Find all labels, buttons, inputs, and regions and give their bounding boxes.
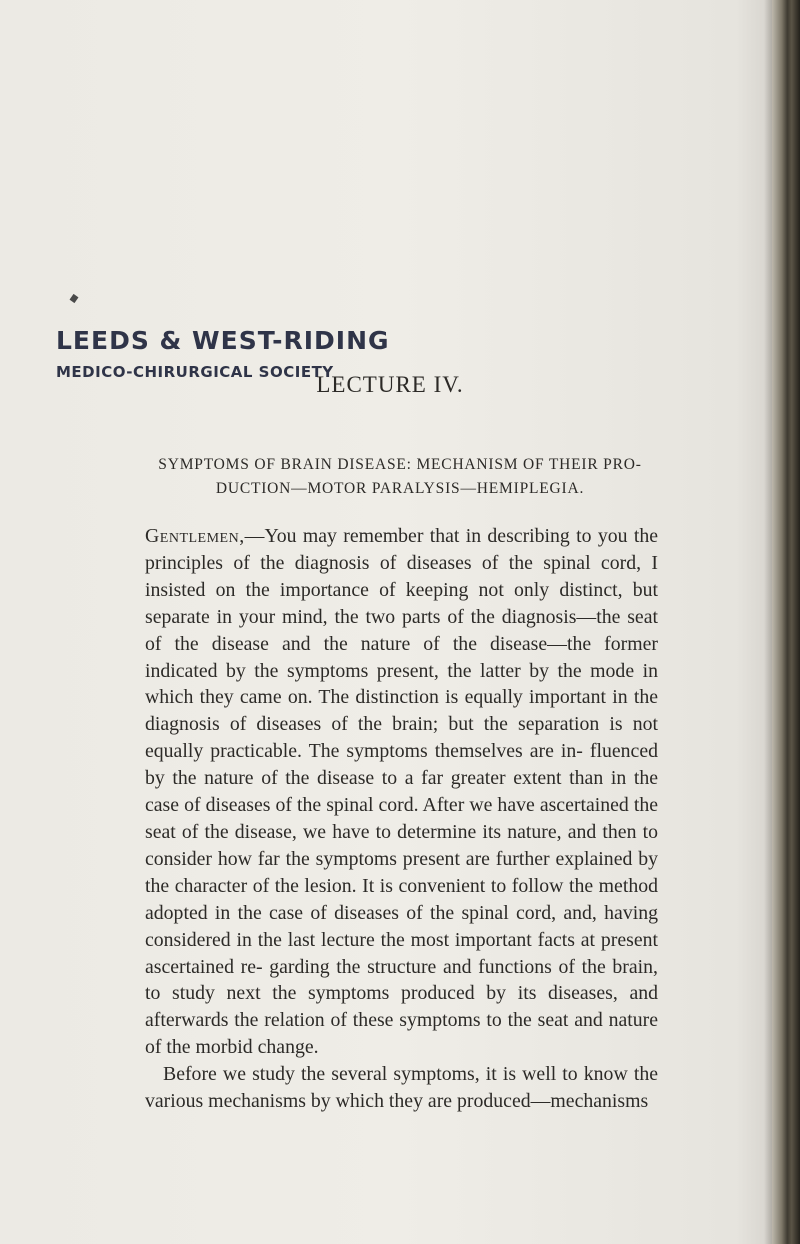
- lecture-subtitle: SYMPTOMS OF BRAIN DISEASE: MECHANISM OF THEIR PRO- DUCTION—MOTOR PARALYSIS—HEMIPLEGIA.: [158, 456, 642, 497]
- paragraph-2: Before we study the several symptoms, it is well to know the various mechanisms by which they are produced—mechanisms: [145, 1063, 658, 1113]
- lecture-title: LECTURE IV.: [316, 372, 464, 397]
- book-binding: [772, 0, 800, 1244]
- lecture-body: [145, 523, 658, 1115]
- ink-mark: [70, 294, 79, 303]
- paragraph-1: [145, 523, 658, 1061]
- paragraph-1-text: —You may remember that in describing to you the principles of the diagnosis of diseases of the spinal cord, I insisted on the importance of keeping not only distinct, but separate in your mind, the two parts of the diagnosis—the seat of the disease and the nature of the disease—the former indicated by the symptoms present, the latter by the mode in which they came on. The distinction is equally important in the diagnosis of diseases of the brain; but the separation is not equally practicable. The symptoms themselves are in- fluenced by the nature of the disease to a far greater extent than in the case of diseases of the spinal cord. After we have ascertained the seat of the disease, we have to determine its nature, and then to consider how far the symptoms present are further explained by the character of the lesion. It is convenient to follow the method adopted in the case of diseases of the spinal cord, and, having considered in the last lecture the most important facts at present ascertained re- garding the structure and functions of the brain, to study next the symptoms produced by its diseases, and afterwards the relation of these symptoms to the seat and nature of the morbid change.: [145, 525, 658, 1059]
- binding-shadow: [764, 0, 772, 1244]
- salutation: Gentlemen,: [145, 525, 245, 547]
- stamp-line-1: LEEDS & WEST-RIDING: [56, 326, 390, 355]
- stamp-line-2: MEDICO-CHIRURGICAL SOCIETY: [56, 363, 334, 381]
